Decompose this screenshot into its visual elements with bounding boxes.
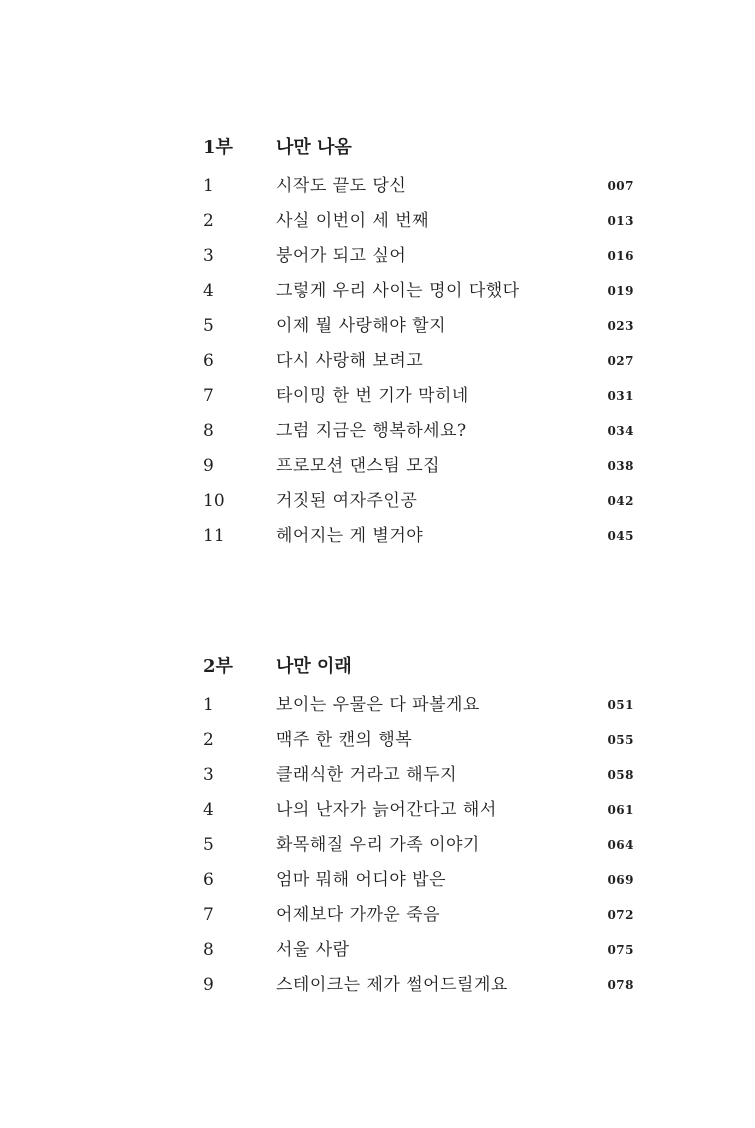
entry-number: 5 xyxy=(203,835,214,855)
entry-number: 6 xyxy=(203,870,214,890)
toc-entry[interactable] xyxy=(0,276,755,311)
entry-title: 거짓된 여자주인공 xyxy=(276,491,418,511)
entry-page: 019 xyxy=(607,284,634,298)
entry-page: 078 xyxy=(607,978,634,992)
entry-number: 8 xyxy=(203,940,214,960)
entry-title: 클래식한 거라고 해두지 xyxy=(276,765,458,785)
entry-page: 034 xyxy=(607,424,634,438)
entry-page: 007 xyxy=(607,179,634,193)
toc-entry[interactable] xyxy=(0,451,755,486)
part-title: 나만 나옴 xyxy=(276,137,352,158)
entry-title: 붕어가 되고 싶어 xyxy=(276,246,407,266)
entry-number: 9 xyxy=(203,975,214,995)
part-1-section xyxy=(0,133,755,546)
entry-number: 4 xyxy=(203,281,214,301)
part-header xyxy=(0,652,755,682)
entry-page: 023 xyxy=(607,319,634,333)
entry-page: 058 xyxy=(607,768,634,782)
part-2-section xyxy=(0,652,755,995)
toc-entry[interactable] xyxy=(0,311,755,346)
entry-page: 055 xyxy=(607,733,634,747)
entry-page: 042 xyxy=(607,494,634,508)
entry-number: 7 xyxy=(203,905,214,925)
entry-page: 031 xyxy=(607,389,634,403)
toc-entry[interactable] xyxy=(0,900,755,935)
part-header xyxy=(0,133,755,163)
toc-entry[interactable] xyxy=(0,346,755,381)
part-title: 나만 이래 xyxy=(276,656,352,677)
part-number: 1부 xyxy=(203,137,233,158)
entry-number: 2 xyxy=(203,211,214,231)
entry-number: 3 xyxy=(203,765,214,785)
toc-entry[interactable] xyxy=(0,725,755,760)
entry-number: 8 xyxy=(203,421,214,441)
entry-title: 맥주 한 캔의 행복 xyxy=(276,730,413,750)
toc-entry[interactable] xyxy=(0,486,755,521)
entry-title: 시작도 끝도 당신 xyxy=(276,176,407,196)
part-number: 2부 xyxy=(203,656,233,677)
entry-page: 051 xyxy=(607,698,634,712)
part-2-entries xyxy=(0,690,755,1005)
entry-page: 027 xyxy=(607,354,634,368)
entry-title: 헤어지는 게 별거야 xyxy=(276,526,424,546)
entry-page: 061 xyxy=(607,803,634,817)
toc-entry[interactable] xyxy=(0,690,755,725)
toc-entry[interactable] xyxy=(0,865,755,900)
entry-page: 045 xyxy=(607,529,634,543)
entry-title: 보이는 우물은 다 파볼게요 xyxy=(276,695,480,715)
entry-number: 2 xyxy=(203,730,214,750)
entry-number: 5 xyxy=(203,316,214,336)
toc-entry[interactable] xyxy=(0,171,755,206)
entry-number: 1 xyxy=(203,695,214,715)
entry-number: 3 xyxy=(203,246,214,266)
toc-entry[interactable] xyxy=(0,416,755,451)
entry-page: 069 xyxy=(607,873,634,887)
entry-page: 064 xyxy=(607,838,634,852)
entry-title: 서울 사람 xyxy=(276,940,350,960)
entry-number: 7 xyxy=(203,386,214,406)
entry-title: 그렇게 우리 사이는 명이 다했다 xyxy=(276,281,520,301)
entry-page: 038 xyxy=(607,459,634,473)
entry-number: 11 xyxy=(203,526,225,546)
entry-number: 1 xyxy=(203,176,214,196)
entry-title: 그럼 지금은 행복하세요? xyxy=(276,421,467,441)
toc-entry[interactable] xyxy=(0,795,755,830)
entry-title: 나의 난자가 늙어간다고 해서 xyxy=(276,800,497,820)
part-1-entries xyxy=(0,171,755,556)
entry-title: 스테이크는 제가 썰어드릴게요 xyxy=(276,975,508,995)
entry-page: 013 xyxy=(607,214,634,228)
toc-entry[interactable] xyxy=(0,241,755,276)
entry-number: 6 xyxy=(203,351,214,371)
toc-entry[interactable] xyxy=(0,935,755,970)
toc-entry[interactable] xyxy=(0,381,755,416)
toc-entry[interactable] xyxy=(0,521,755,556)
entry-page: 072 xyxy=(607,908,634,922)
entry-title: 사실 이번이 세 번째 xyxy=(276,211,430,231)
entry-title: 화목해질 우리 가족 이야기 xyxy=(276,835,480,855)
entry-title: 엄마 뭐해 어디야 밥은 xyxy=(276,870,447,890)
entry-title: 이제 뭘 사랑해야 할지 xyxy=(276,316,447,336)
entry-number: 10 xyxy=(203,491,225,511)
entry-title: 어제보다 가까운 죽음 xyxy=(276,905,441,925)
entry-title: 프로모션 댄스팀 모집 xyxy=(276,456,441,476)
entry-number: 9 xyxy=(203,456,214,476)
entry-number: 4 xyxy=(203,800,214,820)
entry-page: 016 xyxy=(607,249,634,263)
toc-entry[interactable] xyxy=(0,970,755,1005)
toc-entry[interactable] xyxy=(0,760,755,795)
entry-title: 다시 사랑해 보려고 xyxy=(276,351,424,371)
toc-entry[interactable] xyxy=(0,206,755,241)
entry-title: 타이밍 한 번 기가 막히네 xyxy=(276,386,469,406)
toc-entry[interactable] xyxy=(0,830,755,865)
entry-page: 075 xyxy=(607,943,634,957)
